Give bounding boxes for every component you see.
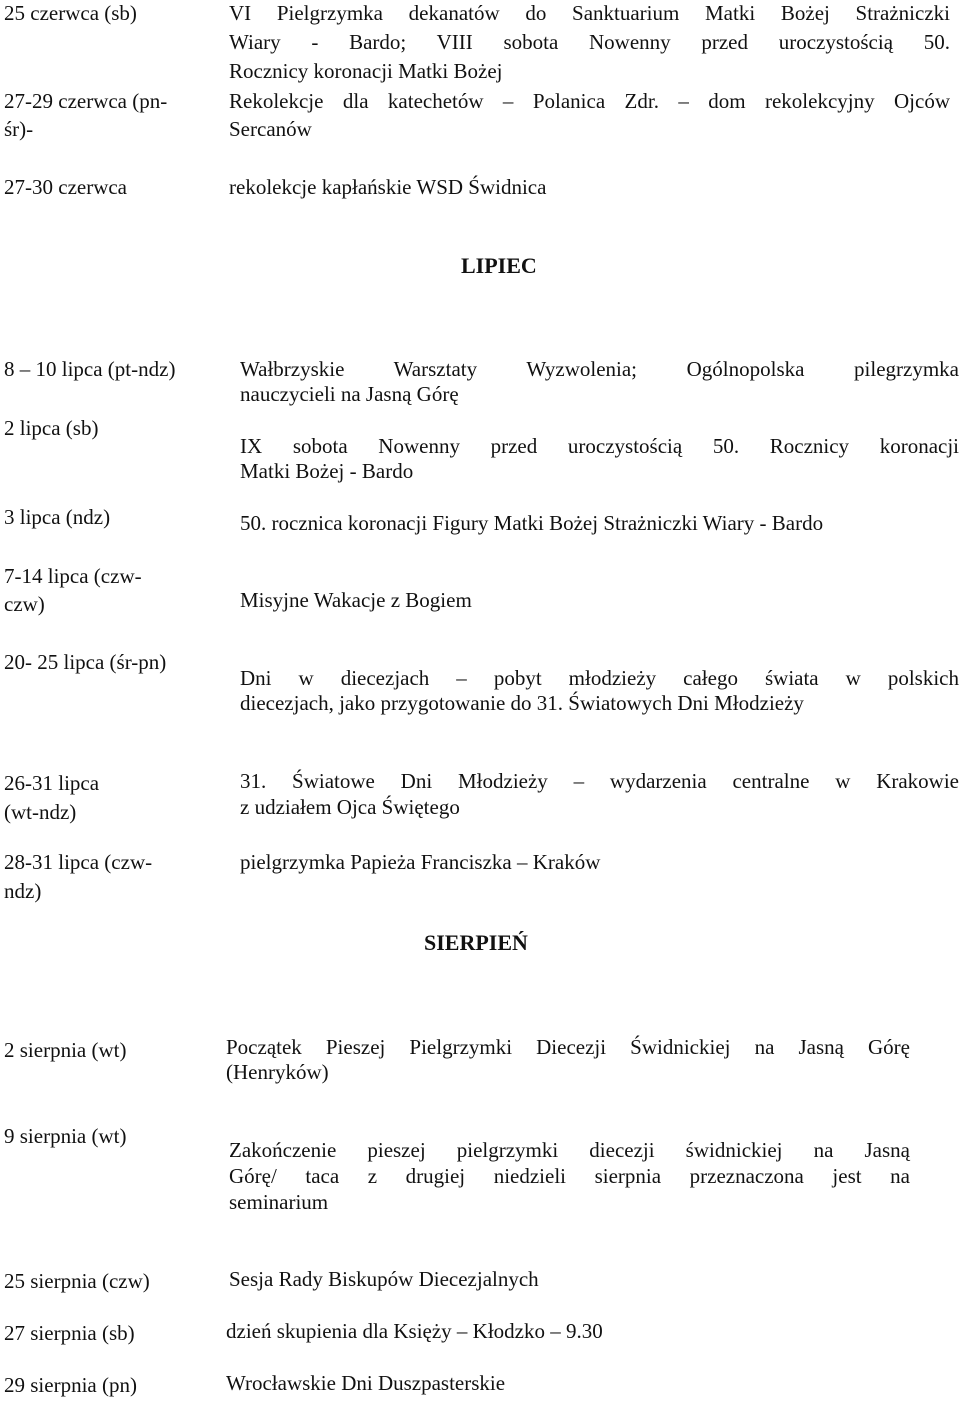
event-date: ndz) — [4, 879, 42, 903]
event-date: 2 lipca (sb) — [4, 416, 99, 440]
event-description-line: IX sobota Nowenny przed uroczystością 50. Rocznicy koronacji — [240, 434, 959, 458]
event-description-line: Rocznicy koronacji Matki Bożej — [229, 59, 503, 83]
event-date: 27-30 czerwca — [4, 175, 128, 199]
event-description-line: VI Pielgrzymka dekanatów do Sanktuarium Matki Bożej Strażniczki — [229, 1, 950, 25]
event-description-line: Wiary - Bardo; VIII sobota Nowenny przed uroczystością 50. — [229, 30, 950, 54]
event-date: 3 lipca (ndz) — [4, 505, 111, 529]
event-description-line: Matki Bożej - Bardo — [240, 459, 414, 483]
event-date: 2 sierpnia (wt) — [4, 1038, 127, 1062]
event-description-line: Misyjne Wakacje z Bogiem — [240, 588, 472, 612]
event-date: 27 sierpnia (sb) — [4, 1321, 135, 1345]
event-date: 25 czerwca (sb) — [4, 1, 137, 25]
event-date: 28-31 lipca (czw- — [4, 850, 153, 874]
event-description-line: Zakończenie pieszej pielgrzymki diecezji świdnickiej na Jasną — [229, 1138, 910, 1162]
event-date: śr)- — [4, 117, 34, 141]
event-date: 9 sierpnia (wt) — [4, 1124, 127, 1148]
event-description-line: Początek Pieszej Pielgrzymki Diecezji Świdnickiej na Jasną Górę — [226, 1035, 910, 1059]
event-date: (wt-ndz) — [4, 800, 77, 824]
event-description-line: z udziałem Ojca Świętego — [240, 795, 460, 819]
event-date: 25 sierpnia (czw) — [4, 1269, 150, 1293]
event-description-line: nauczycieli na Jasną Górę — [240, 382, 459, 406]
month-heading: LIPIEC — [461, 253, 537, 278]
event-description-line: Dni w diecezjach – pobyt młodzieży całego świata w polskich — [240, 666, 959, 690]
event-description-line: Wrocławskie Dni Duszpasterskie — [226, 1371, 506, 1395]
event-description-line: (Henryków) — [226, 1060, 329, 1084]
event-date: 7-14 lipca (czw- — [4, 564, 142, 588]
event-description-line: diecezjach, jako przygotowanie do 31. Światowych Dni Młodzieży — [240, 691, 804, 715]
event-description-line: rekolekcje kapłańskie WSD Świdnica — [229, 175, 547, 199]
event-description-line: pielgrzymka Papieża Franciszka – Kraków — [240, 850, 601, 874]
event-date: 8 – 10 lipca (pt-ndz) — [4, 357, 176, 381]
event-date: 29 sierpnia (pn) — [4, 1373, 137, 1397]
event-date: 27-29 czerwca (pn- — [4, 89, 168, 113]
event-description-line: 31. Światowe Dni Młodzieży – wydarzenia centralne w Krakowie — [240, 769, 959, 793]
event-description-line: 50. rocznica koronacji Figury Matki Bożej Strażniczki Wiary - Bardo — [240, 511, 824, 535]
event-description-line: Górę/ taca z drugiej niedzieli sierpnia przeznaczona jest na — [229, 1164, 910, 1188]
event-date: czw) — [4, 592, 45, 616]
event-description-line: Sesja Rady Biskupów Diecezjalnych — [229, 1267, 539, 1291]
event-description-line: Rekolekcje dla katechetów – Polanica Zdr. – dom rekolekcyjny Ojców — [229, 89, 950, 113]
event-description-line: seminarium — [229, 1190, 329, 1214]
event-date: 26-31 lipca — [4, 771, 100, 795]
month-heading: SIERPIEŃ — [424, 930, 528, 955]
event-description-line: Wałbrzyskie Warsztaty Wyzwolenia; Ogólnopolska pilegrzymka — [240, 357, 959, 381]
event-date: 20- 25 lipca (śr-pn) — [4, 650, 167, 674]
event-description-line: dzień skupienia dla Księży – Kłodzko – 9.30 — [226, 1319, 603, 1343]
event-description-line: Sercanów — [229, 117, 312, 141]
